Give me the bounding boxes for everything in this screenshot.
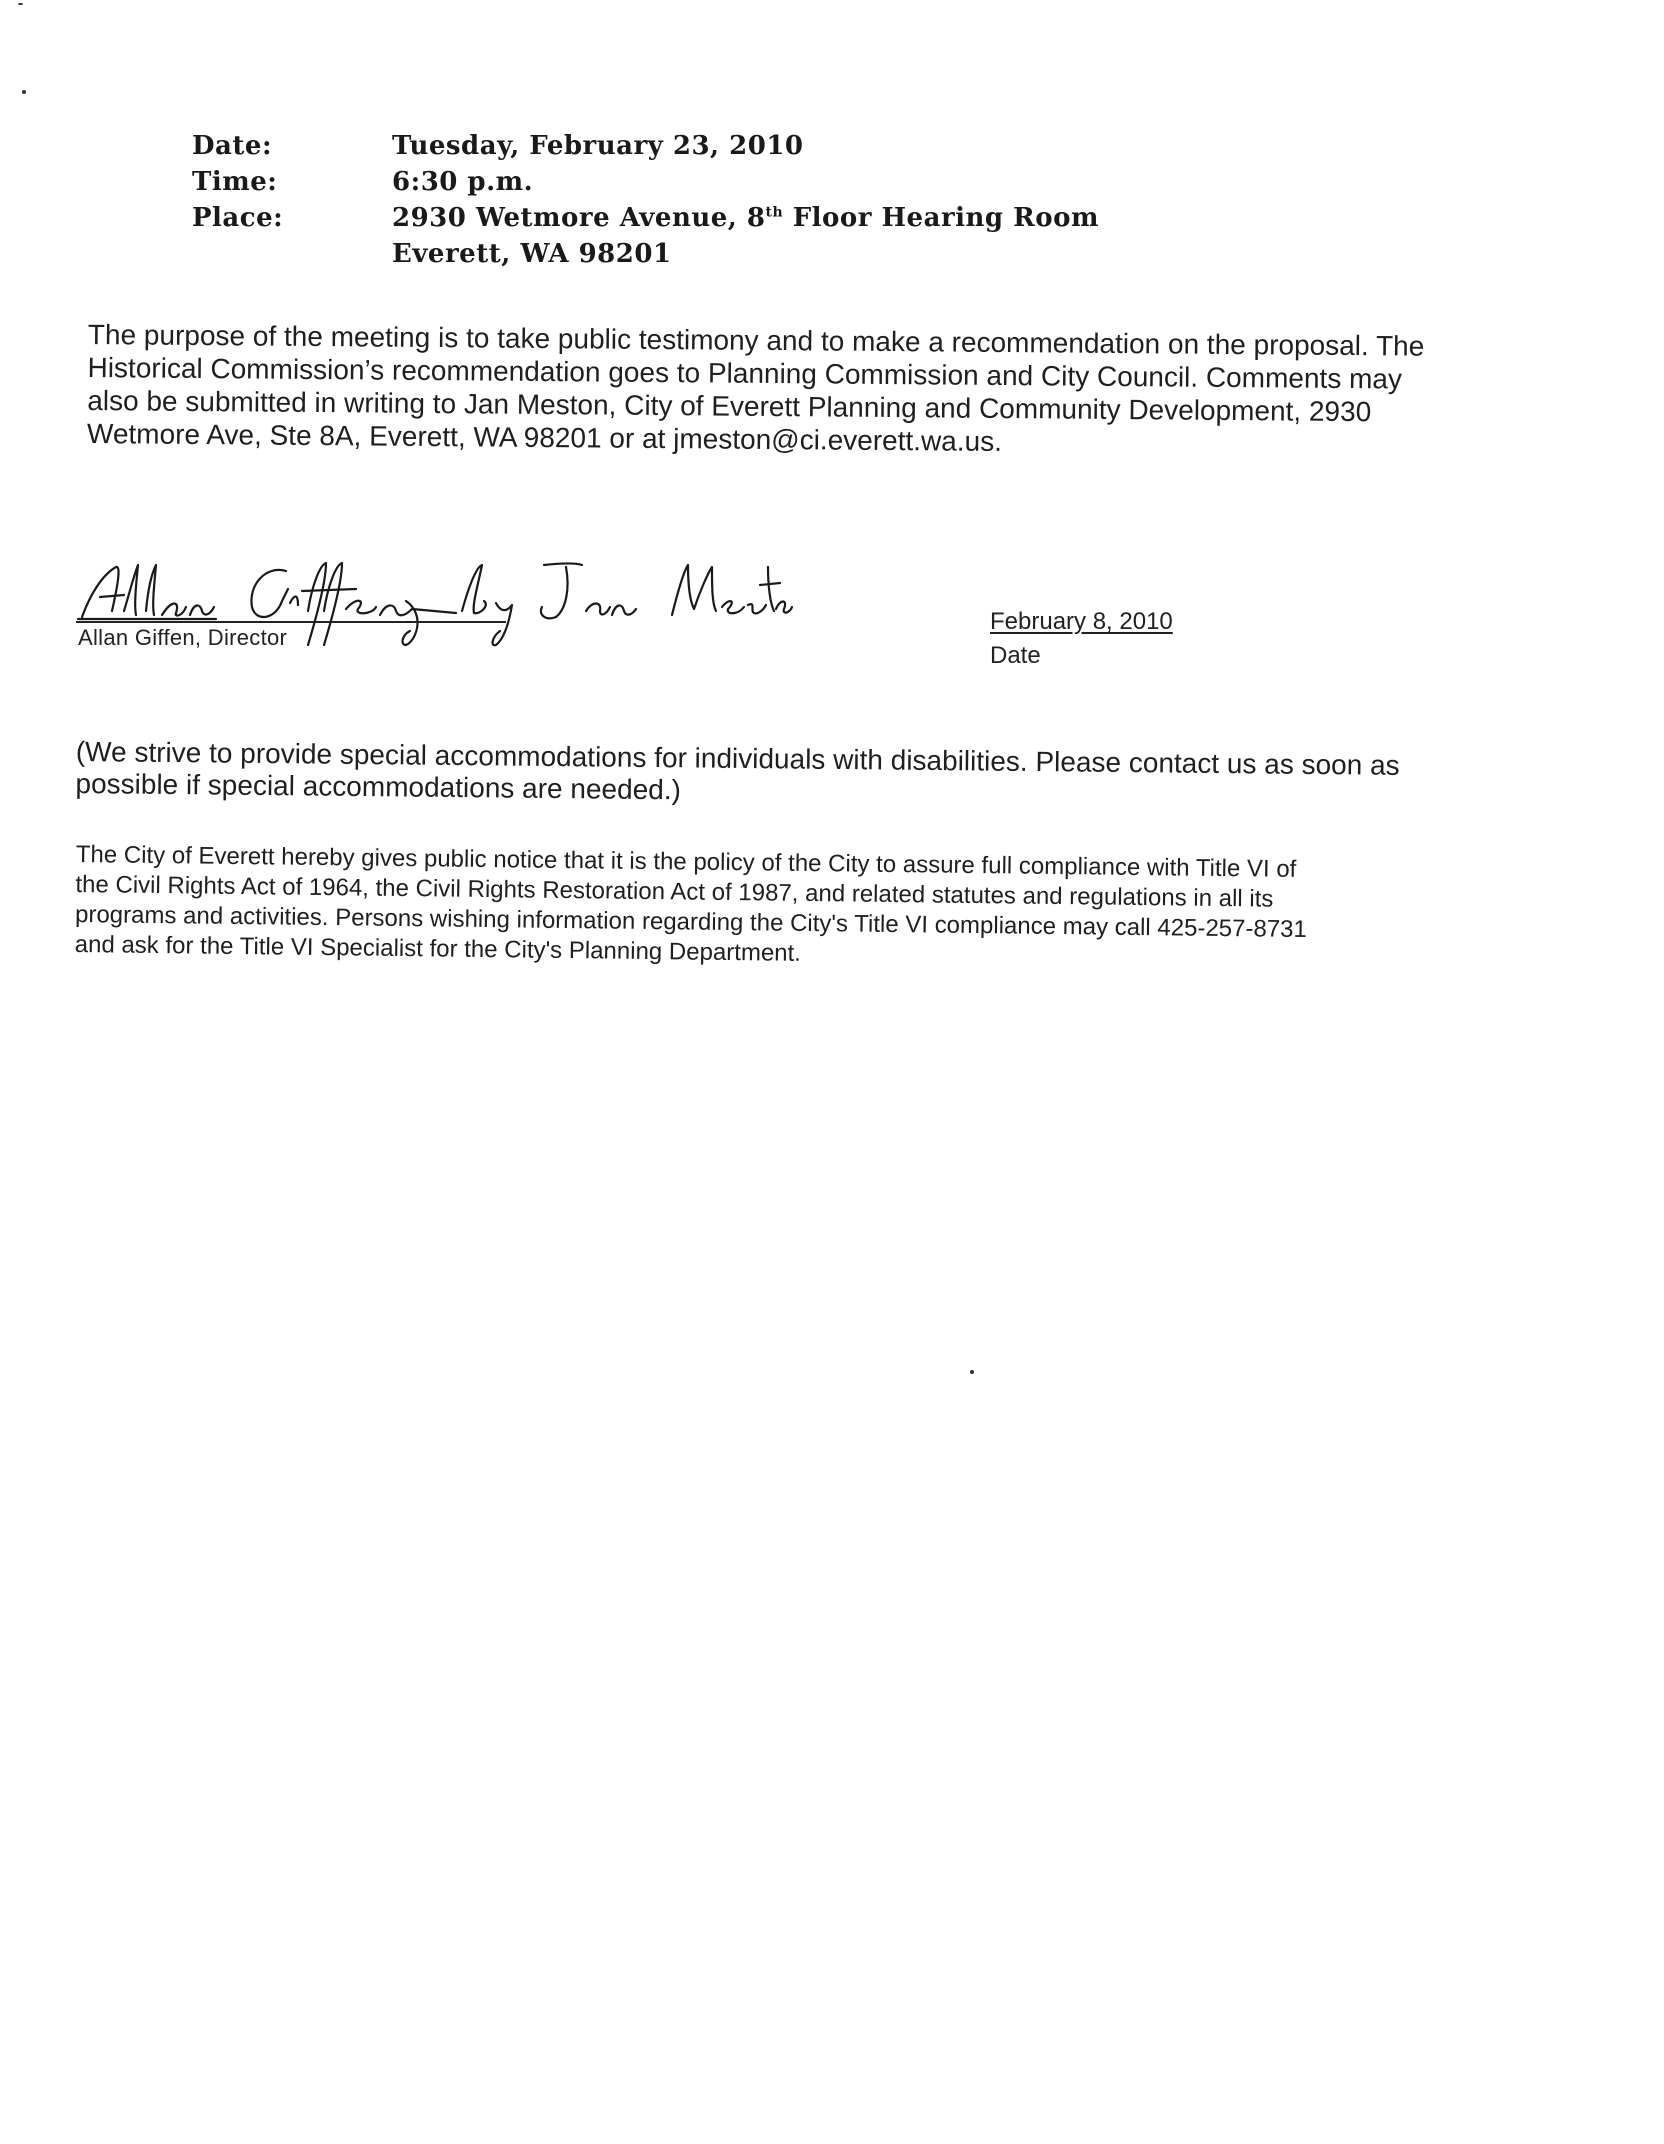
- meeting-details: [192, 128, 1099, 272]
- signer-name: Allan Giffen, Director: [78, 625, 288, 650]
- time-label: Time:: [192, 167, 278, 197]
- place-address: 2930 Wetmore Avenue, 8: [392, 203, 766, 233]
- signature-date-label: Date: [990, 642, 1041, 669]
- date-row: [192, 128, 1099, 164]
- place-floor-suffix: th: [765, 204, 784, 221]
- civil-rights-notice: The City of Everett hereby gives public notice that it is the policy of the City to assure full compliance with Title VI of the Civil Rights Act of 1964, the Civil Rights Restoration Act of 1987, and related statutes and regulations in all its programs and activities. Persons wishing information regarding the City's Title VI compliance may call 425-257-8731 and ask for the Title VI Specialist for the City's Planning Department.: [74, 840, 1308, 967]
- date-value: Tuesday, February 23, 2010: [392, 131, 804, 161]
- place-room: Floor Hearing Room: [783, 203, 1099, 233]
- place-label: Place:: [192, 203, 284, 233]
- time-row: [192, 164, 1099, 200]
- time-value: 6:30 p.m.: [392, 167, 534, 197]
- scan-speck: [18, 3, 23, 5]
- scan-speck: [970, 1370, 974, 1374]
- signature-line: [76, 621, 506, 623]
- place-row: [192, 200, 1099, 236]
- purpose-paragraph: The purpose of the meeting is to take public testimony and to make a recommendation on the proposal. The Historical Commission’s recommendation goes to Planning Commission and City Council. Comments may also be submitted in writing to Jan Meston, City of Everett Planning and Community Development, 2930 Wetmore Ave, Ste 8A, Everett, WA 98201 or at jmeston@ci.everett.wa.us.: [86, 318, 1425, 457]
- signature-date: February 8, 2010: [990, 608, 1173, 635]
- date-label: Date:: [192, 131, 273, 161]
- scan-speck: [22, 90, 26, 94]
- city-row: [192, 236, 1099, 272]
- signature-block: [76, 545, 796, 655]
- accommodations-paragraph: (We strive to provide special accommodations for individuals with disabilities. Please contact us as soon as possible if special accommodations are needed.): [75, 736, 1400, 806]
- place-value: [392, 200, 1099, 236]
- place-city: Everett, WA 98201: [392, 239, 672, 269]
- signature-date-block: [990, 605, 1173, 673]
